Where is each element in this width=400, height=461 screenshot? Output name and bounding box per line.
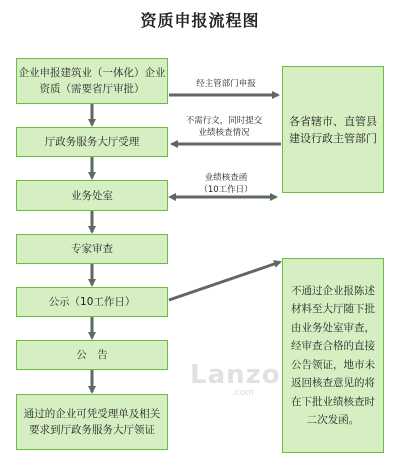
arrow-publicity — [169, 262, 280, 300]
step-expert-review — [16, 234, 168, 264]
label-verify-2: （10工作日） — [199, 185, 253, 195]
notice-label: 不通过企业报陈述材料至大厅随下批由业务处室审查，经审查合格的直接公告领证，地市未返回核查意见的将在下批业绩核查时二次发函。 — [291, 284, 375, 426]
step-apply — [16, 58, 168, 104]
step-announcement-label: 公 告 — [76, 349, 108, 361]
step-department-label: 业务处室 — [71, 189, 113, 202]
step-apply-label: 企业申报建筑业（一体化）企业资质（需要省厅审批） — [18, 67, 166, 95]
step-announcement — [16, 340, 168, 370]
step-expert-review-label: 专家审查 — [71, 243, 113, 255]
authority-label: 各省辖市、直管县建设行政主管部门 — [289, 114, 377, 145]
watermark-logo: Lanzo — [190, 360, 281, 390]
diagram-title: 资质申报流程图 — [140, 11, 260, 30]
label-submit: 经主管部门申报 — [196, 79, 256, 89]
label-verify: 业绩核查函 — [204, 173, 248, 183]
step-accept-label: 厅政务服务大厅受理 — [44, 136, 140, 148]
step-accept — [16, 127, 168, 157]
notice-box — [282, 258, 384, 453]
label-no-doc-2: 业绩核查情况 — [198, 128, 250, 138]
step-certificate — [16, 394, 168, 450]
watermark-domain: .com — [232, 388, 255, 398]
authority-box — [282, 66, 384, 193]
step-department — [16, 180, 168, 211]
step-publicity-label: 公示（10工作日） — [48, 296, 136, 308]
step-publicity — [16, 287, 168, 317]
label-no-doc: 不需行文，同时提交 — [185, 116, 263, 126]
step-certificate-label: 通过的企业可凭受理单及相关要求到厅政务服务大厅领证 — [23, 408, 161, 436]
